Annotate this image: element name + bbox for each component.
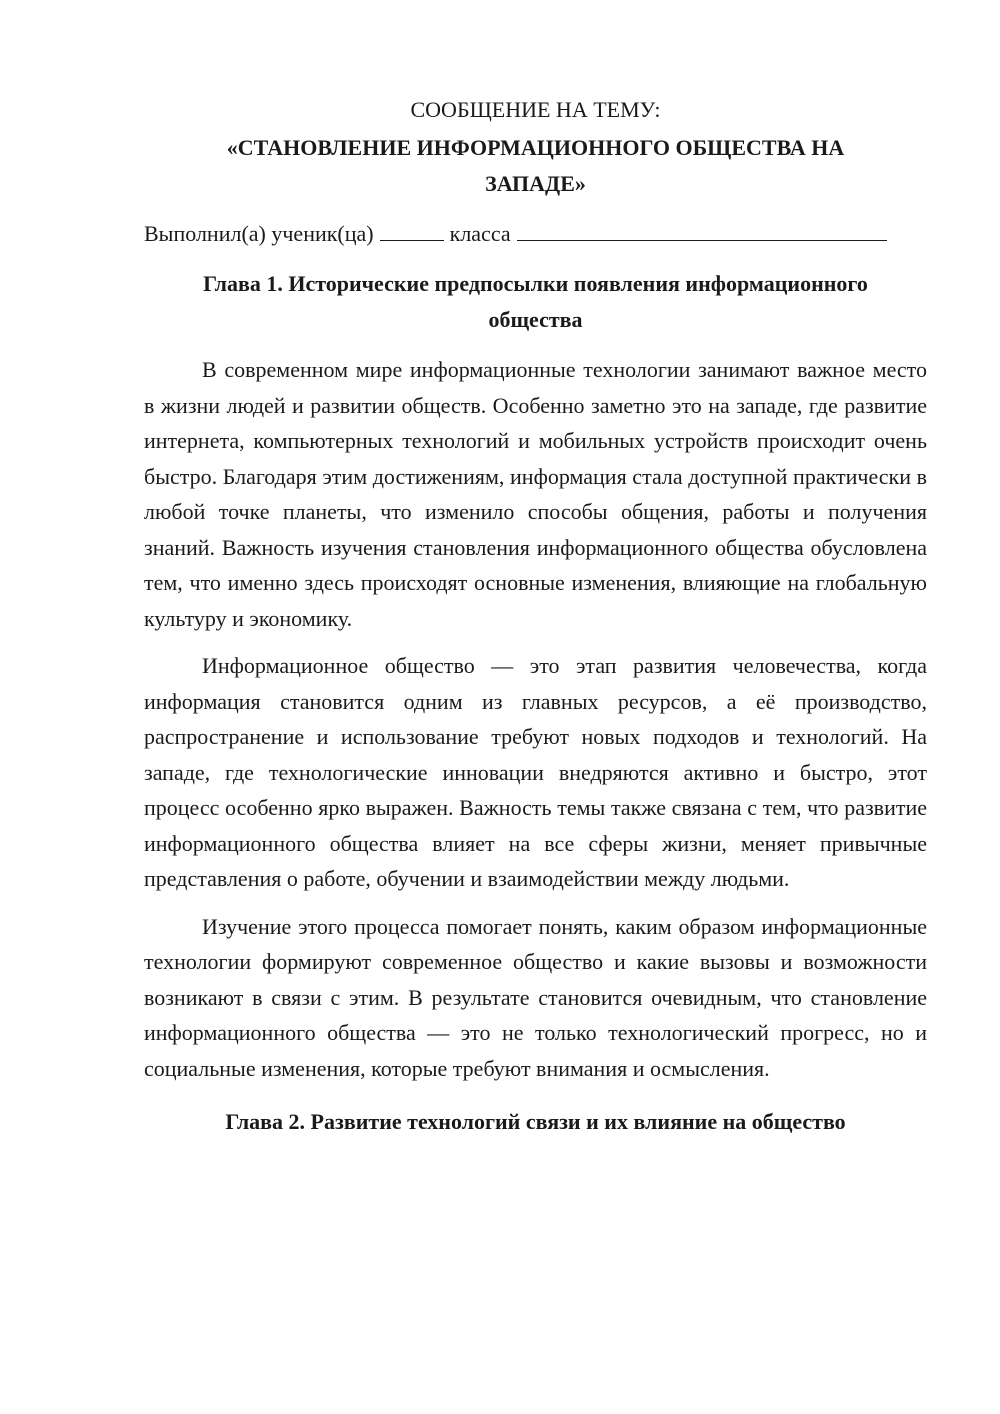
author-prefix: Выполнил(а) ученик(ца) bbox=[144, 221, 374, 246]
chapter-1-paragraph-1: В современном мире информационные технологии занимают важное место в жизни людей и развитии обществ. Особенно заметно это на западе, где развитие интернета, компьютерных технологий и мобильных устройств происходит очень быстро. Благодаря этим достижениям, информация стала доступной практически в любой точке планеты, что изменило способы общения, работы и получения знаний. Важность изучения становления информационного общества обусловлена тем, что именно здесь происходят основные изменения, влияющие на глобальную культуру и экономику. bbox=[144, 357, 927, 631]
author-line bbox=[144, 216, 927, 252]
class-blank-field[interactable] bbox=[380, 216, 444, 241]
document-title: «СТАНОВЛЕНИЕ ИНФОРМАЦИОННОГО ОБЩЕСТВА НА ЗАПАДЕ» bbox=[226, 135, 845, 196]
chapter-2-heading: Глава 2. Развитие технологий связи и их влияние на общество bbox=[225, 1109, 846, 1134]
document-content bbox=[144, 92, 927, 1140]
chapter-1-paragraph-2: Информационное общество — это этап развития человечества, когда информация становится одним из главных ресурсов, а её производство, распространение и использование требуют новых подходов и технологий. На западе, где технологические инновации внедряются активно и быстро, этот процесс особенно ярко выражен. Важность темы также связана с тем, что развитие информационного общества влияет на все сферы жизни, меняет привычные представления о работе, обучении и взаимодействии между людьми. bbox=[144, 653, 927, 891]
name-blank-field[interactable] bbox=[517, 216, 887, 241]
chapter-1-paragraph-3: Изучение этого процесса помогает понять, каким образом информационные технологии формируют современное общество и какие вызовы и возможности возникают в связи с этим. В результате становится очевидным, что становление информационного общества — это не только технологический прогресс, но и социальные изменения, которые требуют внимания и осмысления. bbox=[144, 913, 927, 1081]
chapter-1-heading: Глава 1. Исторические предпосылки появления информационного общества bbox=[203, 271, 868, 332]
document-header: СООБЩЕНИЕ НА ТЕМУ: bbox=[410, 97, 661, 122]
class-label: класса bbox=[449, 221, 511, 246]
